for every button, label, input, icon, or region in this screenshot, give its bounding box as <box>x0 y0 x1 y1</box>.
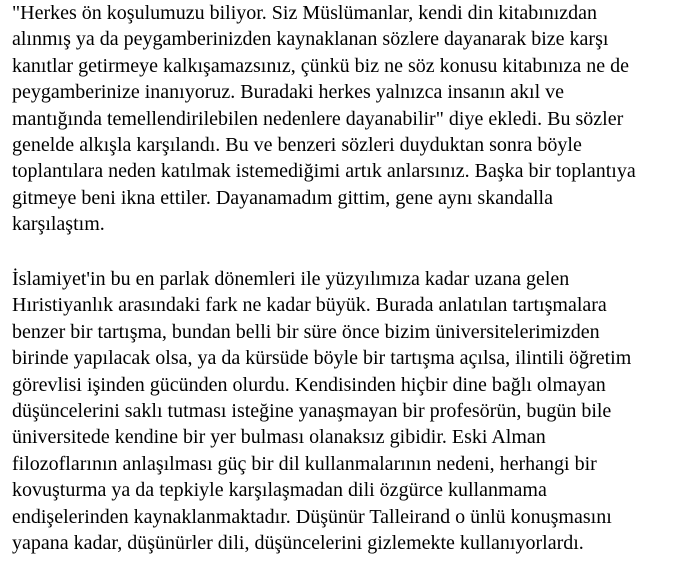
text-line: gitmeye beni ikna ettiler. Dayanamadım gittim, gene aynı skandalla <box>12 186 553 209</box>
text-line: üniversitede kendine bir yer bulması olanaksız gibidir. Eski Alman <box>12 426 546 449</box>
text-line: kovuşturma ya da tepkiyle karşılaşmadan dili özgürce kullanmama <box>12 479 547 502</box>
paragraph-2 <box>12 266 631 556</box>
text-line: birinde yapılacak olsa, ya da kürsüde böyle bir tartışma açılsa, ilintili öğretim <box>12 347 632 370</box>
text-line: benzer bir tartışma, bundan belli bir süre önce bizim üniversitelerimizden <box>12 320 600 343</box>
text-line: filozoflarının anlaşılması güç bir dil kullanmalarının nedeni, herhangi bir <box>12 452 597 475</box>
text-line: görevlisi işinden gücünden olurdu. Kendisinden hiçbir dine bağlı olmayan <box>12 373 606 396</box>
text-line: kanıtlar getirmeye kalkışamazsınız, çünkü biz ne söz konusu kitabınıza ne de <box>12 54 630 77</box>
text-line: düşüncelerini saklı tutması isteğine yanaşmayan bir profesörün, bugün bile <box>12 399 612 422</box>
text-line: "Herkes ön koşulumuzu biliyor. Siz Müslümanlar, kendi din kitabınızdan <box>12 2 598 24</box>
text-line: karşılaştım. <box>12 213 105 236</box>
text-line: alınmış ya da peygamberinizden kaynaklanan sözlere dayanarak bize karşı <box>12 28 609 51</box>
text-line: peygamberinize inanıyoruz. Buradaki herkes yalnızca insanın akıl ve <box>12 81 565 104</box>
text-line: endişelerinden kaynaklanmaktadır. Düşünür Talleirand o ünlü konuşmasını <box>12 505 612 528</box>
text-line: Hıristiyanlık arasındaki fark ne kadar büyük. Burada anlatılan tartışmalara <box>12 294 607 317</box>
text-line: genelde alkışla karşılandı. Bu ve benzeri sözleri duyduktan sonra böyle <box>12 133 582 156</box>
text-line: İslamiyet'in bu en parlak dönemleri ile yüzyılımıza kadar uzana gelen <box>12 268 570 290</box>
paragraph-1 <box>12 0 636 238</box>
text-line: mantığında temellendirilebilen nedenlere dayanabilir" diye ekledi. Bu sözler <box>12 107 624 130</box>
text-line: yapana kadar, düşünürler dili, düşüncelerini gizlemekte kullanıyorlardı. <box>12 531 584 554</box>
text-line: toplantılara neden katılmak istemediğimi artık anlarsınız. Başka bir toplantıya <box>12 160 636 183</box>
